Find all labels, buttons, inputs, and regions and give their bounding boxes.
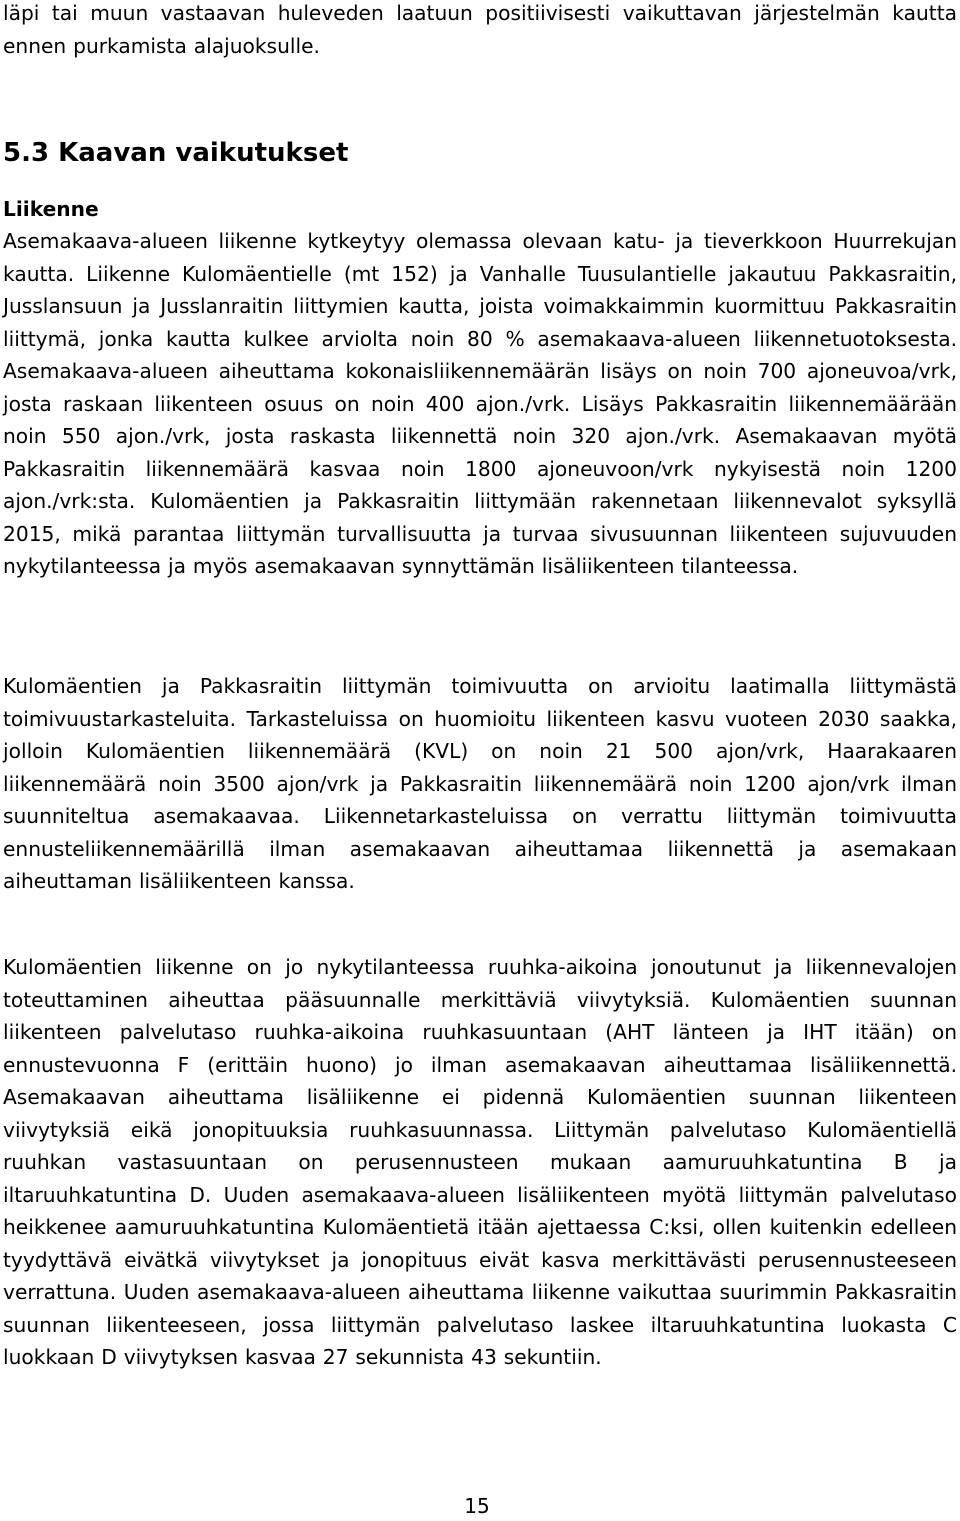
page-number: 15 [464,1494,490,1518]
body-paragraph: Asemakaava-alueen liikenne kytkeytyy olemassa olevaan katu- ja tieverkkoon Huurrekujan kautta. Liikenne Kulomäentielle (mt 152) ja Vanhalle Tuusulantielle jakautuu Pakkasraitin, Jusslansuun ja Jusslanraitin liittymien kautta, joista voimakkaimmin kuormittuu Pakkasraitin liittymä, jonka kautta kulkee arviolta noin 80 % asemakaava-alueen liikennetuotoksesta. Asemakaava-alueen aiheuttama kokonaisliikennemäärän lisäys on noin 700 ajoneuvoa/vrk, josta raskaan liikenteen osuus on noin 400 ajon./vrk. Lisäys Pakkasraitin liikennemäärään noin 550 ajon./vrk, josta raskasta liikennettä noin 320 ajon./vrk. Asemakaavan myötä Pakkasraitin liikennemäärä kasvaa noin 1800 ajoneuvoon/vrk nykyisestä noin 1200 ajon./vrk:sta. Kulomäentien ja Pakkasraitin liittymään rakennetaan liikennevalot syksyllä 2015, mikä parantaa liittymän turvallisuutta ja turvaa sivusuunnan liikenteen sujuvuuden nykytilanteessa ja myös asemakaavan synnyttämän lisäliikenteen tilanteessa. [3,229,957,578]
body-paragraph: Kulomäentien ja Pakkasraitin liittymän toimivuutta on arvioitu laatimalla liittymästä toimivuustarkasteluita. Tarkasteluissa on huomioitu liikenteen kasvu vuoteen 2030 saakka, jolloin Kulomäentien liikennemäärä (KVL) on noin 21 500 ajon/vrk, Haarakaaren liikennemäärä noin 3500 ajon/vrk ja Pakkasraitin liikennemäärä noin 1200 ajon/vrk ilman suunniteltua asemakaavaa. Liikennetarkasteluissa on verrattu liittymän toimivuutta ennusteliikennemäärillä ilman asemakaavan aiheuttamaa liikennettä ja asemakaan aiheuttaman lisäliikenteen kanssa. [3,674,957,893]
body-paragraph: Kulomäentien liikenne on jo nykytilanteessa ruuhka-aikoina jonoutunut ja liikennevalojen toteuttaminen aiheuttaa pääsuunnalle merkittäviä viivytyksiä. Kulomäentien suunnan liikenteen palvelutaso ruuhka-aikoina ruuhkasuuntaan (AHT länteen ja IHT itään) on ennustevuonna F (erittäin huono) jo ilman asemakaavan aiheuttamaa lisäliikennettä. Asemakaavan aiheuttama lisäliikenne ei pidennä Kulomäentien suunnan liikenteen viivytyksiä eikä jonopituuksia ruuhkasuunnassa. Liittymän palvelutaso Kulomäentiellä ruuhkan vastasuuntaan on perusennusteen mukaan aamuruuhkatuntina B ja iltaruuhkatuntina D. Uuden asemakaava-alueen lisäliikenteen myötä liittymän palvelutaso heikkenee aamuruuhkatuntina Kulomäentietä itään ajettaessa C:ksi, ollen kuitenkin edelleen tyydyttävä eivätkä viivytykset ja jonopituus eivät kasva merkittävästi perusennusteeseen verrattuna. Uuden asemakaava-alueen aiheuttama liikenne vaikuttaa suurimmin Pakkasraitin suunnan liikenteeseen, jossa liittymän palvelutaso laskee iltaruuhkatuntina luokasta C luokkaan D viivytyksen kasvaa 27 sekunnista 43 sekuntiin. [3,955,957,1369]
intro-paragraph: läpi tai muun vastaavan huleveden laatuun positiivisesti vaikuttavan järjestelmän kautta ennen purkamista alajuoksulle. [3,1,957,58]
section-heading: 5.3 Kaavan vaikutukset [3,138,349,168]
subsection-heading: Liikenne [3,197,99,221]
